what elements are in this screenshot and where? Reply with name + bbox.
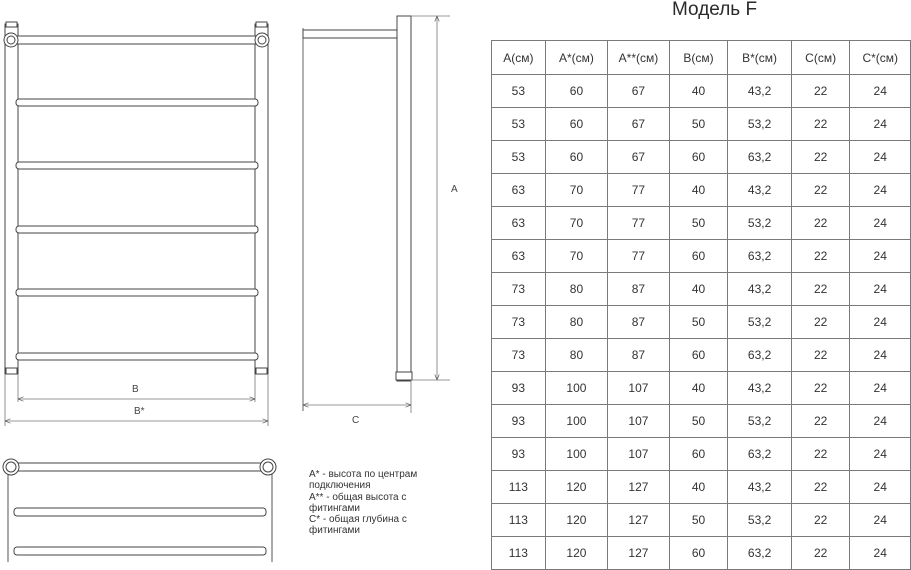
table-cell: 63 (492, 240, 546, 273)
table-cell: 50 (669, 504, 728, 537)
rail (12, 36, 262, 44)
table-cell: 53 (492, 141, 546, 174)
top-connection (4, 33, 18, 47)
table-row (492, 306, 911, 339)
dimension-a-label: A (451, 184, 458, 195)
top-view-connection (3, 459, 19, 475)
right-post (255, 24, 268, 374)
top-view-rail (14, 547, 266, 555)
table-row (492, 504, 911, 537)
table-cell: 53,2 (728, 207, 791, 240)
table-cell: 63,2 (728, 438, 791, 471)
table-cell: 80 (545, 339, 607, 372)
table-row (492, 75, 911, 108)
table-cell: 107 (608, 438, 670, 471)
table-cell: 24 (850, 438, 911, 471)
table-cell: 22 (791, 306, 850, 339)
column-header: С(см) (791, 41, 850, 75)
column-header: А**(см) (608, 41, 670, 75)
table-cell: 77 (608, 240, 670, 273)
table-cell: 113 (492, 537, 546, 570)
table-cell: 60 (669, 339, 728, 372)
right-post-cap (256, 22, 267, 27)
table-cell: 120 (545, 471, 607, 504)
table-cell: 93 (492, 405, 546, 438)
table-cell: 127 (608, 504, 670, 537)
note-a-double-star: А** - общая высота с фитингами (309, 491, 407, 514)
table-cell: 50 (669, 306, 728, 339)
note-c-star: С* - общая глубина с фитингами (309, 514, 407, 537)
table-row (492, 141, 911, 174)
table-cell: 107 (608, 372, 670, 405)
right-fitting (256, 368, 267, 374)
dimension-b-star-label: B* (134, 406, 145, 417)
table-cell: 24 (850, 504, 911, 537)
table-cell: 53,2 (728, 405, 791, 438)
table-row (492, 438, 911, 471)
table-cell: 73 (492, 306, 546, 339)
table-cell: 22 (791, 273, 850, 306)
table-row (492, 273, 911, 306)
table-cell: 50 (669, 207, 728, 240)
table-row (492, 339, 911, 372)
left-fitting (6, 368, 17, 374)
table-cell: 127 (608, 537, 670, 570)
table-cell: 24 (850, 108, 911, 141)
top-view-connection (260, 459, 276, 475)
column-header: С*(см) (850, 41, 911, 75)
table-cell: 22 (791, 405, 850, 438)
table-row (492, 207, 911, 240)
table-row (492, 405, 911, 438)
table-cell: 22 (791, 537, 850, 570)
side-fitting (396, 372, 412, 380)
table-cell: 22 (791, 471, 850, 504)
table-cell: 22 (791, 207, 850, 240)
table-cell: 60 (545, 108, 607, 141)
table-cell: 24 (850, 537, 911, 570)
table-cell: 60 (669, 240, 728, 273)
table-cell: 93 (492, 372, 546, 405)
table-cell: 73 (492, 273, 546, 306)
table-cell: 87 (608, 273, 670, 306)
table-cell: 43,2 (728, 273, 791, 306)
table-cell: 40 (669, 372, 728, 405)
table-header-row (492, 41, 911, 75)
table-cell: 77 (608, 174, 670, 207)
table-row (492, 108, 911, 141)
table-cell: 24 (850, 207, 911, 240)
table-cell: 67 (608, 141, 670, 174)
table-cell: 63,2 (728, 141, 791, 174)
table-cell: 77 (608, 207, 670, 240)
left-post-cap (6, 22, 17, 27)
table-cell: 24 (850, 75, 911, 108)
column-header: А*(см) (545, 41, 607, 75)
table-cell: 24 (850, 306, 911, 339)
note-a-star: А* - высота по центрам подключения (309, 469, 418, 492)
table-cell: 93 (492, 438, 546, 471)
table-cell: 43,2 (728, 75, 791, 108)
table-cell: 100 (545, 405, 607, 438)
table-cell: 22 (791, 174, 850, 207)
table-cell: 87 (608, 339, 670, 372)
table-row (492, 240, 911, 273)
table-row (492, 174, 911, 207)
table-cell: 70 (545, 240, 607, 273)
table-cell: 22 (791, 339, 850, 372)
table-cell: 22 (791, 438, 850, 471)
table-cell: 63 (492, 174, 546, 207)
column-header: В*(см) (728, 41, 791, 75)
table-cell: 80 (545, 306, 607, 339)
rail (16, 99, 258, 106)
column-header: А(см) (492, 41, 546, 75)
top-connection (255, 33, 269, 47)
table-cell: 40 (669, 75, 728, 108)
dimension-c-label: C (352, 415, 360, 426)
table-cell: 40 (669, 471, 728, 504)
table-cell: 24 (850, 372, 911, 405)
rail (16, 289, 258, 296)
table-cell: 22 (791, 504, 850, 537)
table-cell: 24 (850, 273, 911, 306)
table-cell: 24 (850, 141, 911, 174)
table-row (492, 471, 911, 504)
side-view-drawing (303, 16, 450, 413)
table-cell: 24 (850, 174, 911, 207)
table-cell: 53 (492, 108, 546, 141)
table-cell: 43,2 (728, 471, 791, 504)
table-cell: 70 (545, 207, 607, 240)
table-cell: 63,2 (728, 240, 791, 273)
table-cell: 70 (545, 174, 607, 207)
table-cell: 113 (492, 504, 546, 537)
dimension-b-label: B (132, 384, 139, 395)
table-row (492, 537, 911, 570)
top-view-rail (14, 508, 266, 516)
table-cell: 87 (608, 306, 670, 339)
rail (16, 226, 258, 233)
table-cell: 40 (669, 174, 728, 207)
table-cell: 67 (608, 75, 670, 108)
table-cell: 24 (850, 240, 911, 273)
table-cell: 80 (545, 273, 607, 306)
table-cell: 43,2 (728, 372, 791, 405)
table-cell: 63,2 (728, 537, 791, 570)
table-cell: 60 (545, 75, 607, 108)
table-cell: 22 (791, 372, 850, 405)
side-post (397, 16, 411, 381)
table-cell: 120 (545, 537, 607, 570)
rail (16, 353, 258, 360)
table-cell: 22 (791, 240, 850, 273)
left-post (5, 24, 18, 374)
table-cell: 60 (669, 141, 728, 174)
table-cell: 63,2 (728, 339, 791, 372)
top-view-drawing (3, 459, 276, 562)
table-cell: 50 (669, 108, 728, 141)
table-cell: 24 (850, 471, 911, 504)
table-cell: 67 (608, 108, 670, 141)
table-cell: 60 (545, 141, 607, 174)
table-cell: 120 (545, 504, 607, 537)
table-cell: 127 (608, 471, 670, 504)
table-cell: 60 (669, 438, 728, 471)
dimension-notes (309, 469, 459, 537)
model-title: Модель F (672, 0, 758, 20)
table-cell: 100 (545, 372, 607, 405)
table-cell: 53 (492, 75, 546, 108)
table-cell: 24 (850, 339, 911, 372)
table-cell: 24 (850, 405, 911, 438)
dimensions-table (491, 40, 911, 570)
table-cell: 73 (492, 339, 546, 372)
table-cell: 107 (608, 405, 670, 438)
table-cell: 43,2 (728, 174, 791, 207)
side-rail (303, 30, 399, 38)
rail (16, 162, 258, 169)
table-cell: 53,2 (728, 306, 791, 339)
table-cell: 53,2 (728, 108, 791, 141)
table-cell: 40 (669, 273, 728, 306)
table-row (492, 372, 911, 405)
table-cell: 53,2 (728, 504, 791, 537)
table-cell: 60 (669, 537, 728, 570)
table-cell: 50 (669, 405, 728, 438)
table-cell: 22 (791, 108, 850, 141)
column-header: В(см) (669, 41, 728, 75)
table-cell: 22 (791, 141, 850, 174)
front-view-drawing (4, 22, 269, 426)
table-cell: 63 (492, 207, 546, 240)
top-view-rail (14, 463, 266, 471)
table-cell: 22 (791, 75, 850, 108)
table-cell: 100 (545, 438, 607, 471)
table-cell: 113 (492, 471, 546, 504)
